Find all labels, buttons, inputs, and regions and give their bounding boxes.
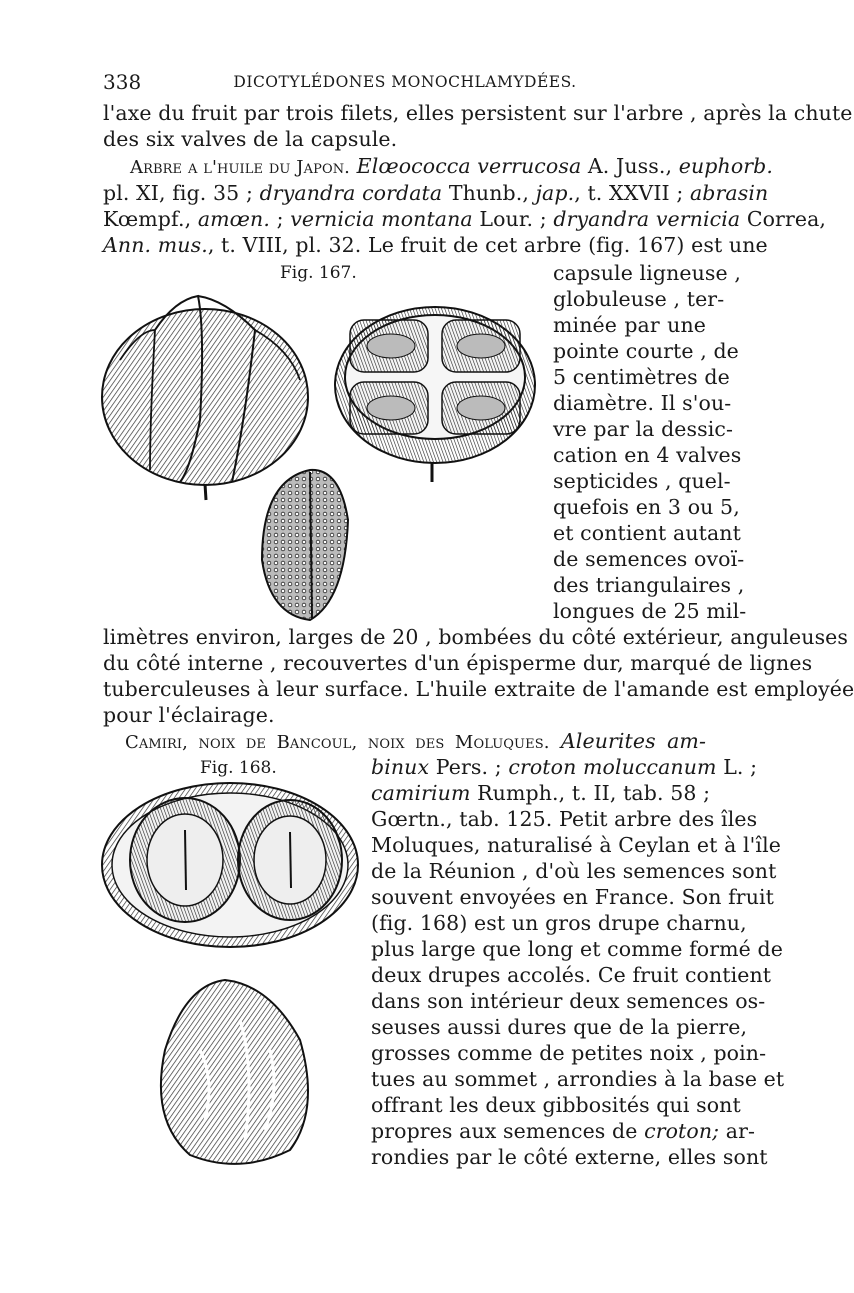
text-line: tues au sommet , arrondies à la base et [371, 1067, 785, 1091]
text-run: Kœmpf., [103, 207, 192, 231]
text-run: dryandra cordata [259, 181, 443, 205]
text-line: cation en 4 valves [553, 443, 742, 467]
entry-title: Camiri, noix de Bancoul, noix des Moluques. [125, 732, 550, 753]
text-line: limètres environ, larges de 20 , bombées du côté extérieur, anguleuses [103, 625, 849, 649]
text-line [371, 780, 711, 806]
text-line: rondies par le côté externe, elles sont [371, 1145, 768, 1169]
capsule-section [335, 307, 535, 482]
text-run: dryandra vernicia [553, 207, 741, 231]
text-line: grosses comme de petites noix , poin- [371, 1041, 767, 1065]
text-run: vernicia montana [290, 207, 473, 231]
text-run: euphorb. [678, 154, 774, 178]
figure-caption: Fig. 168. [200, 758, 277, 778]
text-line: et contient autant [553, 521, 741, 545]
text-line: tuberculeuses à leur surface. L'huile extraite de l'amande est employée [103, 677, 854, 701]
text-run: Pers. ; [435, 755, 502, 779]
entry-title: Arbre a l'huile du Japon. [130, 157, 351, 178]
text-line [371, 1118, 756, 1144]
text-run: Thunb., [448, 181, 529, 205]
text-line: du côté interne , recouvertes d'un épisperme dur, marqué de lignes [103, 651, 813, 675]
text-run: croton moluccanum [508, 755, 717, 779]
text-run: ; [276, 207, 284, 231]
text-line: seuses aussi dures que de la pierre, [371, 1015, 748, 1039]
text-run: croton; [644, 1119, 720, 1143]
text-line: deux drupes accolés. Ce fruit contient [371, 963, 772, 987]
text-line: 5 centimètres de [553, 365, 730, 389]
text-line: quefois en 3 ou 5, [553, 495, 740, 519]
text-line: plus large que long et comme formé de [371, 937, 783, 961]
text-line: souvent envoyées en France. Son fruit [371, 885, 775, 909]
text-line: septicides , quel- [553, 469, 731, 493]
text-line: vre par la dessic- [553, 417, 734, 441]
text-line: Moluques, naturalisé à Ceylan et à l'île [371, 833, 781, 857]
text-run: A. Juss., [587, 154, 673, 178]
text-run: propres aux semences de [371, 1119, 638, 1143]
text-line: globuleuse , ter- [553, 287, 725, 311]
text-run: jap. [535, 181, 575, 205]
seed-167 [262, 470, 348, 620]
text-run: Lour. ; [479, 207, 547, 231]
text-run: Ann. mus. [103, 233, 208, 257]
text-line: des six valves de la capsule. [103, 127, 398, 151]
text-run: pl. XI, fig. 35 ; [103, 181, 253, 205]
text-run: camirium [371, 781, 471, 805]
running-title: DICOTYLÉDONES MONOCHLAMYDÉES. [233, 73, 577, 91]
text-line: (fig. 168) est un gros drupe charnu, [371, 911, 747, 935]
text-line: l'axe du fruit par trois filets, elles persistent sur l'arbre , après la chute [103, 101, 853, 125]
text-line [371, 754, 758, 780]
text-line: dans son intérieur deux semences os- [371, 989, 766, 1013]
seed-168 [161, 980, 308, 1164]
text-line: Gœrtn., tab. 125. Petit arbre des îles [371, 807, 758, 831]
text-run: binux [371, 755, 430, 779]
figure-caption: Fig. 167. [280, 263, 357, 283]
page-number: 338 [103, 70, 142, 94]
text-line: diamètre. Il s'ou- [553, 391, 732, 415]
text-line: des triangulaires , [553, 573, 745, 597]
text-run: Rumph., t. II, tab. 58 ; [477, 781, 711, 805]
text-run: , t. VIII, pl. 32. Le fruit de cet arbre (fig. 167) est une [207, 233, 768, 257]
text-run: , t. XXVII ; [574, 181, 684, 205]
text-line: pour l'éclairage. [103, 703, 275, 727]
text-run: Correa, [746, 207, 827, 231]
text-run: abrasin [689, 181, 769, 205]
latin-name: Aleurites am- [560, 729, 706, 753]
capsule-whole [102, 296, 308, 500]
text-line: offrant les deux gibbosités qui sont [371, 1093, 741, 1117]
text-run: L. ; [723, 755, 758, 779]
text-line: longues de 25 mil- [553, 599, 747, 623]
text-line: de semences ovoï- [553, 547, 745, 571]
text-run: amœn. [197, 207, 270, 231]
text-line: de la Réunion , d'où les semences sont [371, 859, 777, 883]
text-line: pointe courte , de [553, 339, 739, 363]
text-run: ar- [725, 1119, 756, 1143]
drupe-section [102, 783, 358, 947]
latin-name: Elœococca verrucosa [356, 154, 582, 178]
text-line: capsule ligneuse , [553, 261, 742, 285]
text-line: minée par une [553, 313, 706, 337]
text-line [125, 728, 706, 756]
